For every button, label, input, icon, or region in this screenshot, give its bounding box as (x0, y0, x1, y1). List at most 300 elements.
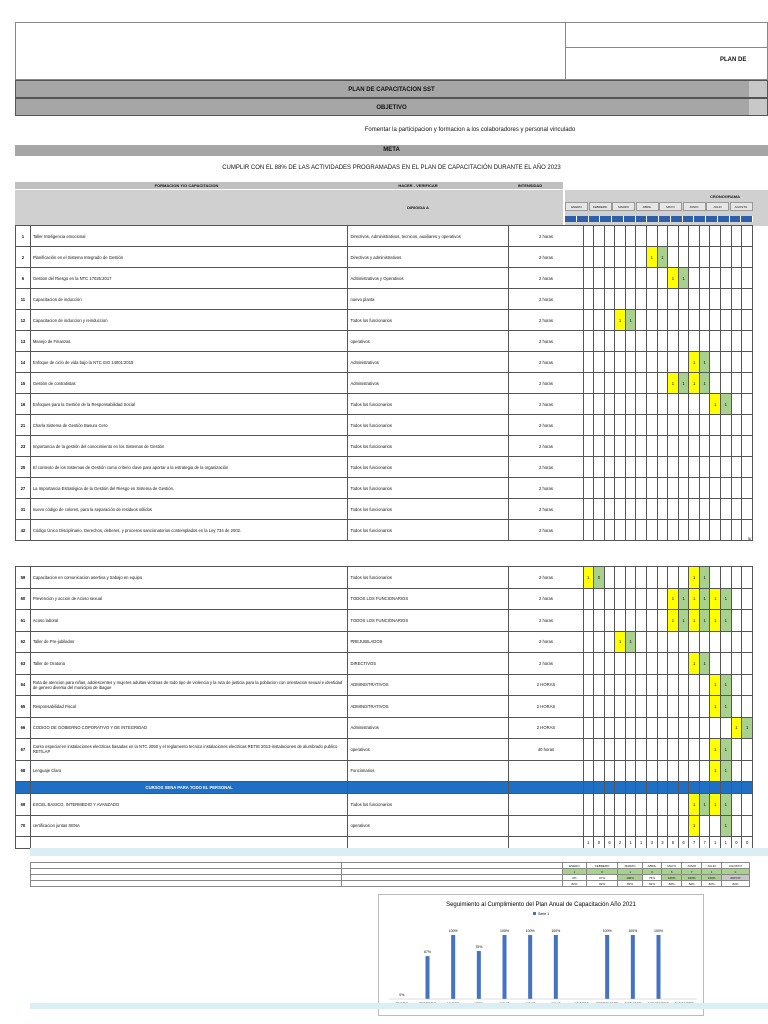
data-label: 100% (654, 929, 663, 933)
compliance-chart (378, 894, 704, 1016)
summary-cell: 82% (563, 881, 587, 887)
intensity: 2 horas (509, 653, 583, 675)
training-name: Enfoques para la Gestión de la Responsabilidad Social (30, 394, 348, 415)
schedule-cell (615, 268, 626, 289)
table-row (16, 289, 753, 310)
intensity: 2 horas (509, 520, 583, 541)
summary-cell: ABRIL (642, 863, 662, 869)
summary-cell: 7 (682, 869, 702, 875)
schedule-cell (636, 588, 647, 610)
schedule-cell: 1 (678, 610, 689, 632)
schedule-cell (604, 478, 615, 499)
schedule-cell (636, 567, 647, 589)
summary-cell: 82% (662, 881, 682, 887)
training-name: Acoso laboral (30, 610, 348, 632)
schedule-cell: 1 (721, 739, 732, 761)
schedule-cell (625, 415, 636, 436)
schedule-cell (636, 674, 647, 696)
intensity: 2 horas (509, 352, 583, 373)
table-row (16, 739, 753, 761)
schedule-cell: 1 (710, 696, 721, 718)
row-number: 67 (16, 739, 31, 761)
schedule-cell: 1 (668, 268, 679, 289)
schedule-cell (583, 499, 594, 520)
schedule-cell (678, 674, 689, 696)
schedule-cell (625, 499, 636, 520)
schedule-cell (657, 588, 668, 610)
schedule-cell: 1 (668, 610, 679, 632)
schedule-cell (657, 331, 668, 352)
table-row (16, 520, 753, 541)
schedule-cell (678, 226, 689, 247)
schedule-cell (625, 739, 636, 761)
target-audience: Todos los funcionarios (348, 478, 509, 499)
table-row (16, 674, 753, 696)
schedule-cell (678, 331, 689, 352)
schedule-cell (604, 373, 615, 394)
schedule-cell (721, 352, 732, 373)
schedule-cell (647, 373, 658, 394)
schedule-cell (625, 394, 636, 415)
intensity: 2 horas (509, 631, 583, 653)
schedule-cell (742, 415, 753, 436)
schedule-cell (625, 247, 636, 268)
schedule-cell (583, 331, 594, 352)
row-number: 12 (16, 310, 31, 331)
schedule-cell (742, 247, 753, 268)
schedule-cell (615, 373, 626, 394)
objective-text: Fomentar la participacion y formacion a los colaboradores y personal vinculado (364, 127, 576, 133)
summary-cell: ENERO (563, 863, 587, 869)
col-intensidad: INTENSIDAD (517, 183, 543, 188)
schedule-cell (699, 499, 710, 520)
schedule-cell (699, 520, 710, 541)
schedule-cell (689, 457, 700, 478)
month-subcell (612, 216, 624, 222)
schedule-cell (668, 794, 679, 816)
schedule-cell (583, 247, 594, 268)
schedule-cell (710, 331, 721, 352)
schedule-cell (721, 478, 732, 499)
bar-noviembre (657, 935, 661, 999)
month-subheader (565, 216, 753, 224)
training-name: Lenguaje Claro (30, 760, 348, 782)
target-audience: Directivos y administrativos (348, 247, 509, 268)
data-label: 100% (448, 929, 458, 933)
sena-courses-label: CURSOS SENA PARA TODO EL PERSONAL (30, 782, 348, 794)
schedule-cell (604, 520, 615, 541)
training-name: Código Único Disciplinario. Derechos, deberes, y procesos sancionatorios contemplados en la Ley 734 de 2002. (30, 520, 348, 541)
schedule-cell (647, 499, 658, 520)
schedule-cell (699, 226, 710, 247)
total-cell: 1 (583, 837, 594, 849)
summary-cell: MARZO (618, 863, 642, 869)
data-label: 67% (423, 950, 432, 955)
schedule-cell (604, 436, 615, 457)
schedule-cell (731, 567, 742, 589)
schedule-cell (604, 226, 615, 247)
schedule-cell (657, 815, 668, 837)
schedule-cell (583, 457, 594, 478)
schedule-cell (615, 520, 626, 541)
target-audience: ADMINISTRATIVOS (348, 696, 509, 718)
cronograma-label: CRONOGRAMA (710, 194, 740, 199)
table-row (16, 478, 753, 499)
total-cell: 6 (604, 837, 615, 849)
meta-text: CUMPLIR CON EL 88% DE LAS ACTIVIDADES PROGRAMADAS EN EL PLAN DE CAPACITACIÓN DURANTE EL AÑO 2023 (222, 165, 561, 171)
schedule-cell (615, 588, 626, 610)
training-name: Capacitacion de induccion y reinduccion (30, 310, 348, 331)
plan-title-band (15, 80, 768, 98)
intensity: 2 horas (509, 247, 583, 268)
table-row (16, 226, 753, 247)
schedule-cell (678, 739, 689, 761)
schedule-cell (668, 653, 679, 675)
schedule-cell: 1 (689, 567, 700, 589)
schedule-cell (604, 674, 615, 696)
schedule-cell (721, 457, 732, 478)
schedule-cell (594, 520, 605, 541)
schedule-cell (731, 653, 742, 675)
month-label: ENERO (565, 202, 588, 211)
schedule-cell (625, 696, 636, 718)
schedule-cell (699, 815, 710, 837)
schedule-cell (604, 268, 615, 289)
schedule-cell (731, 331, 742, 352)
summary-cell: 100% (702, 875, 721, 881)
total-cell: 0 (742, 837, 753, 849)
schedule-cell (721, 499, 732, 520)
schedule-cell (647, 588, 658, 610)
row-number: 2 (16, 247, 31, 268)
schedule-cell (636, 653, 647, 675)
summary-table (30, 862, 750, 887)
schedule-cell (615, 760, 626, 782)
training-name: Capacitacion de induccion (30, 289, 348, 310)
schedule-cell (636, 352, 647, 373)
summary-cell: 0 (721, 869, 749, 875)
schedule-cell (710, 373, 721, 394)
row-number: 59 (16, 567, 31, 589)
schedule-cell (668, 760, 679, 782)
schedule-cell (689, 310, 700, 331)
schedule-cell (647, 794, 658, 816)
schedule-cell (647, 331, 658, 352)
target-audience: Todos los funcionarios (348, 415, 509, 436)
schedule-cell: 1 (721, 610, 732, 632)
schedule-cell (742, 436, 753, 457)
month-label: AGOSTO (730, 202, 753, 211)
schedule-cell (678, 499, 689, 520)
page-marker: 5/ (748, 536, 752, 541)
schedule-cell (689, 478, 700, 499)
schedule-cell (615, 478, 626, 499)
schedule-cell (594, 815, 605, 837)
schedule-cell (742, 226, 753, 247)
target-audience: Todos los funcionarios (348, 310, 509, 331)
row-number: 42 (16, 520, 31, 541)
schedule-cell (742, 289, 753, 310)
schedule-cell (721, 331, 732, 352)
month-subcell (636, 216, 648, 222)
schedule-cell (615, 457, 626, 478)
schedule-cell: 1 (721, 588, 732, 610)
schedule-cell (615, 739, 626, 761)
table-row (16, 760, 753, 782)
month-subcell (589, 216, 601, 222)
schedule-cell: 1 (689, 794, 700, 816)
schedule-cell (721, 631, 732, 653)
schedule-cell (636, 739, 647, 761)
schedule-cell (625, 674, 636, 696)
schedule-cell (604, 610, 615, 632)
bar-mayo (503, 935, 507, 999)
schedule-cell (583, 520, 594, 541)
schedule-cell (657, 610, 668, 632)
row-number: 1 (16, 226, 31, 247)
schedule-cell (636, 457, 647, 478)
schedule-cell (699, 717, 710, 739)
target-audience: Todos los funcionarios (348, 794, 509, 816)
schedule-cell (636, 268, 647, 289)
schedule-cell (689, 674, 700, 696)
schedule-cell (583, 588, 594, 610)
table-row (16, 567, 753, 589)
schedule-cell (668, 415, 679, 436)
schedule-cell (657, 794, 668, 816)
schedule-cell (647, 696, 658, 718)
legend-swatch (533, 912, 536, 915)
schedule-cell: 1 (731, 717, 742, 739)
training-name: nuevo código de colores, para la separación de residuos sólidos (30, 499, 348, 520)
legend-label: Serie 1 (538, 912, 550, 916)
schedule-cell (594, 478, 605, 499)
schedule-cell (636, 696, 647, 718)
bar-abril (477, 951, 481, 999)
schedule-cell (647, 352, 658, 373)
target-audience: TODOS LOS FUNCIONARIOS (348, 588, 509, 610)
schedule-cell (615, 815, 626, 837)
meta-band (15, 145, 768, 156)
schedule-cell (742, 653, 753, 675)
schedule-cell (721, 289, 732, 310)
schedule-cell: 1 (668, 588, 679, 610)
schedule-cell (604, 653, 615, 675)
schedule-cell (678, 567, 689, 589)
schedule-cell (636, 794, 647, 816)
summary-cell: 82% (586, 881, 618, 887)
schedule-cell (647, 310, 658, 331)
schedule-cell (615, 247, 626, 268)
schedule-cell (668, 289, 679, 310)
schedule-cell: 1 (710, 739, 721, 761)
schedule-cell: 1 (721, 674, 732, 696)
schedule-cell: 1 (615, 631, 626, 653)
schedule-cell (742, 394, 753, 415)
bar-febrero (426, 956, 430, 999)
schedule-cell: 1 (699, 610, 710, 632)
schedule-cell (615, 415, 626, 436)
row-number: 11 (16, 289, 31, 310)
schedule-cell (604, 739, 615, 761)
schedule-cell (721, 415, 732, 436)
intensity: 2 horas (509, 310, 583, 331)
table-row (16, 352, 753, 373)
schedule-cell (594, 794, 605, 816)
target-audience: TODOS LOS FUNCIONARIOS (348, 610, 509, 632)
month-subcell (577, 216, 589, 222)
schedule-cell (731, 457, 742, 478)
row-number: 13 (16, 331, 31, 352)
training-name: Taller Inteligencia emocional (30, 226, 348, 247)
schedule-cell (647, 674, 658, 696)
schedule-cell (647, 815, 658, 837)
intensity (509, 794, 583, 816)
schedule-cell (668, 436, 679, 457)
schedule-cell (615, 794, 626, 816)
schedule-cell (731, 478, 742, 499)
schedule-cell: 1 (699, 567, 710, 589)
schedule-cell (594, 499, 605, 520)
summary-cell: 1 (563, 869, 587, 875)
table-row (16, 499, 753, 520)
schedule-cell (647, 610, 658, 632)
schedule-cell (657, 499, 668, 520)
schedule-cell (604, 415, 615, 436)
intensity: 2 horas (509, 457, 583, 478)
schedule-cell: 1 (689, 373, 700, 394)
schedule-cell (594, 373, 605, 394)
schedule-cell (647, 268, 658, 289)
schedule-cell (636, 226, 647, 247)
schedule-cell (731, 610, 742, 632)
schedule-cell (699, 696, 710, 718)
schedule-cell: 1 (689, 588, 700, 610)
training-name: Ruta de atencion para niñas, adolescentes y mujeres adultas victimas de todo tipo de violencia y la ruta de justicia para la poblacion con orientacion sexual e identidad de genero diversa del municipio de ibague (30, 674, 348, 696)
schedule-cell (668, 247, 679, 268)
schedule-cell (604, 815, 615, 837)
schedule-cell (668, 696, 679, 718)
schedule-cell (689, 717, 700, 739)
schedule-cell (636, 310, 647, 331)
total-cell: 7 (689, 837, 700, 849)
schedule-cell (657, 310, 668, 331)
row-number: 70 (16, 815, 31, 837)
row-number: 14 (16, 352, 31, 373)
header-divider-horizontal (565, 47, 768, 48)
schedule-cell (647, 289, 658, 310)
schedule-cell (731, 373, 742, 394)
training-name: El contexto de los Sistemas de Gestión como criterio clave para aportar a la estrategia de la organización (30, 457, 348, 478)
schedule-cell (678, 247, 689, 268)
row-number: 25 (16, 457, 31, 478)
table-row (16, 310, 753, 331)
schedule-cell (604, 457, 615, 478)
schedule-cell (594, 457, 605, 478)
target-audience: nuevo planta (348, 289, 509, 310)
schedule-cell (721, 310, 732, 331)
schedule-cell (604, 331, 615, 352)
intensity: 2 HORAS (509, 717, 583, 739)
schedule-cell (731, 739, 742, 761)
schedule-cell (721, 653, 732, 675)
schedule-cell: 1 (678, 268, 689, 289)
total-cell: 1 (721, 837, 732, 849)
target-audience: operativos (348, 739, 509, 761)
summary-cell: 3 (642, 869, 662, 875)
schedule-cell (615, 499, 626, 520)
schedule-cell (657, 567, 668, 589)
row-number: 61 (16, 610, 31, 632)
schedule-cell (742, 696, 753, 718)
schedule-cell (657, 631, 668, 653)
data-label: 100% (500, 929, 509, 933)
total-cell: 6 (678, 837, 689, 849)
training-table-page1 (15, 225, 753, 541)
chart-title: Seguimiento al Cumplimiento del Plan Anual de Capacitación Año 2021 (446, 902, 636, 908)
schedule-cell (742, 674, 753, 696)
training-name: La Importancia Estratégica de la Gestión del Riesgo en Sistema de Gestión. (30, 478, 348, 499)
schedule-cell (583, 610, 594, 632)
schedule-cell (731, 520, 742, 541)
schedule-cell (583, 310, 594, 331)
schedule-cell (742, 631, 753, 653)
target-audience: Todos los funcionarios (348, 457, 509, 478)
sena-courses-row (16, 782, 753, 794)
training-name: Curso especial en instalaciones electricas basadas en la NTC 2050 y el reglamento tecnico instalaciones electricas RETIE 2013-instalaciones de alumbrado publico RETILAP (30, 739, 348, 761)
schedule-cell: 1 (710, 794, 721, 816)
schedule-cell (594, 289, 605, 310)
schedule-cell (594, 588, 605, 610)
intensity: 2 horas (509, 415, 583, 436)
schedule-cell (636, 499, 647, 520)
month-subcell (694, 216, 706, 222)
schedule-cell (636, 631, 647, 653)
schedule-cell: 1 (742, 717, 753, 739)
schedule-cell (657, 415, 668, 436)
schedule-cell (710, 567, 721, 589)
schedule-cell (647, 457, 658, 478)
target-audience: Administrativos (348, 373, 509, 394)
schedule-cell (625, 794, 636, 816)
intensity: 2 horas (509, 373, 583, 394)
schedule-cell (678, 310, 689, 331)
schedule-cell (668, 499, 679, 520)
schedule-cell (731, 352, 742, 373)
intensity: 2 horas (509, 289, 583, 310)
schedule-cell (668, 520, 679, 541)
schedule-cell (647, 436, 658, 457)
schedule-cell (615, 352, 626, 373)
schedule-cell (678, 478, 689, 499)
schedule-cell (678, 696, 689, 718)
summary-cell: 6 (662, 869, 682, 875)
schedule-cell (657, 520, 668, 541)
schedule-cell (731, 436, 742, 457)
schedule-cell (742, 478, 753, 499)
schedule-cell (657, 289, 668, 310)
schedule-cell (615, 331, 626, 352)
target-audience: Administrativos (348, 717, 509, 739)
total-cell: 3 (657, 837, 668, 849)
month-label: JULIO (706, 202, 729, 211)
schedule-cell (604, 760, 615, 782)
schedule-cell (594, 415, 605, 436)
schedule-cell (742, 567, 753, 589)
schedule-cell (604, 717, 615, 739)
schedule-cell (742, 588, 753, 610)
schedule-cell (678, 415, 689, 436)
